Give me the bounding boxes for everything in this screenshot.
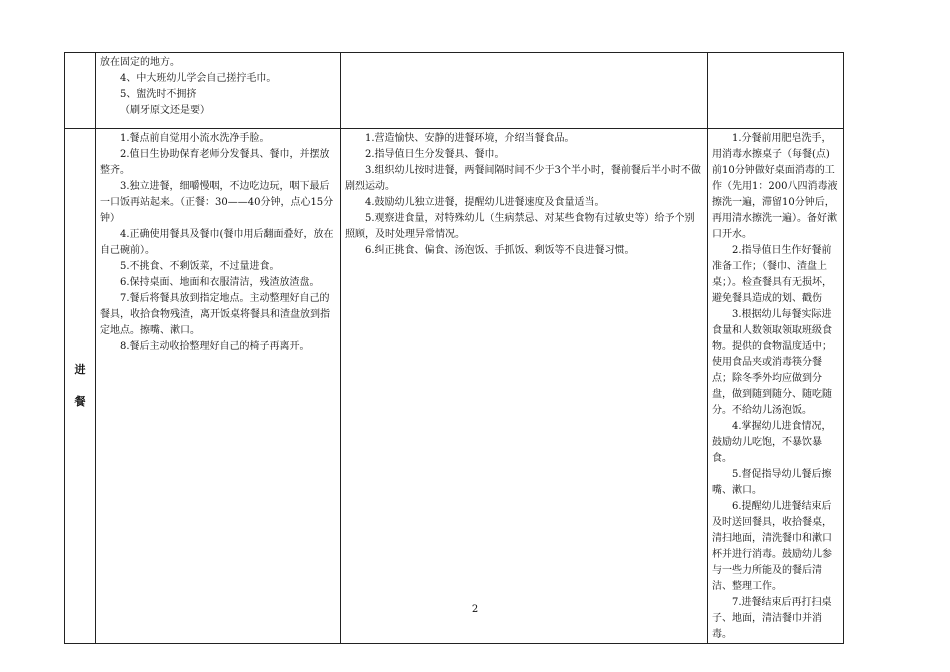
- section-label-char: 进: [74, 363, 86, 376]
- list-item: 6.提醒幼儿进餐结束后及时送回餐具，收拾餐桌，清扫地面，清洗餐巾和漱口杯并进行消毒。鼓励幼儿参与一些力所能及的餐后清洁、整理工作。: [712, 501, 832, 592]
- child-requirements-cell: [96, 53, 341, 129]
- list-item: 1.餐点前自觉用小流水洗净手脸。: [120, 133, 270, 144]
- text-line: （刷牙原文还是要）: [120, 105, 210, 116]
- teacher-cell-empty: [341, 53, 708, 129]
- list-item: 6.纠正挑食、偏食、汤泡饭、手抓饭、剩饭等不良进餐习惯。: [365, 245, 635, 256]
- list-item: 5.督促指导幼儿餐后擦嘴、漱口。: [712, 469, 832, 496]
- caregiver-duties-cell: [708, 129, 844, 644]
- table-row: [65, 129, 844, 644]
- list-item: 4.正确使用餐具及餐巾(餐巾用后翻面叠好，放在自己碗前）。: [100, 229, 334, 256]
- teacher-duties-cell: [341, 129, 708, 644]
- caregiver-cell-empty: [708, 53, 844, 129]
- list-item: 5.不挑食、不剩饭菜，不过量进食。: [120, 261, 280, 272]
- section-label-meal: [65, 129, 96, 644]
- label-cell-empty: [65, 53, 96, 129]
- list-item: 8.餐后主动收拾整理好自己的椅子再离开。: [120, 341, 310, 352]
- list-item: 2.指导值日生作好餐前准备工作；（餐巾、渣盘上桌；）。检查餐具有无损坏，避免餐具造成的划、戳伤: [712, 245, 832, 304]
- list-item: 1.营造愉快、安静的进餐环境，介绍当餐食品。: [365, 133, 575, 144]
- text-line: 4、中大班幼儿学会自己搓拧毛巾。: [120, 73, 277, 84]
- list-item: 3.组织幼儿按时进餐，两餐间隔时间不少于3个半小时，餐前餐后半小时不做剧烈运动。: [345, 165, 701, 192]
- routine-table: [64, 52, 844, 644]
- list-item: 3.根据幼儿每餐实际进食量和人数领取领取班级食物。提供的食物温度适中；使用食品夹或消毒筷分餐点；除冬季外均应做到分盘，做到随到随分、随吃随分。不给幼儿汤泡饭。: [712, 309, 832, 416]
- list-item: 5.观察进食量，对特殊幼儿（生病禁忌、对某些食物有过敏史等）给予个别照顾，及时处理异常情况。: [345, 213, 695, 240]
- page-number: 2: [471, 604, 479, 615]
- list-item: 6.保持桌面、地面和衣服清洁，残渣放渣盘。: [120, 277, 320, 288]
- list-item: 4.鼓励幼儿独立进餐，提醒幼儿进餐速度及食量适当。: [365, 197, 605, 208]
- text-line: 5、盥洗时不拥挤: [120, 89, 197, 100]
- list-item: 1.分餐前用肥皂洗手，用消毒水擦桌子（每餐(点)前10分钟做好桌面消毒的工作（先用1：200八四消毒液擦洗一遍，滞留10分钟后，再用清水擦洗一遍）。备好漱口开水。: [712, 133, 838, 240]
- list-item: 4.掌握幼儿进食情况，鼓励幼儿吃饱，不暴饮暴食。: [712, 421, 832, 464]
- table-row: [65, 53, 844, 129]
- list-item: 7.进餐结束后再打扫桌子、地面，清洁餐巾并消毒。: [712, 597, 832, 640]
- list-item: 2.值日生协助保育老师分发餐具、餐巾，并摆放整齐。: [100, 149, 330, 176]
- list-item: 2.指导值日生分发餐具、餐巾。: [365, 149, 505, 160]
- section-label-char: 餐: [74, 395, 86, 408]
- list-item: 7.餐后将餐具放到指定地点。主动整理好自己的餐具，收拾食物残渣，离开饭桌将餐具和渣盘放到指定地点。擦嘴、漱口。: [100, 293, 330, 336]
- text-line: 放在固定的地方。: [100, 57, 180, 68]
- child-requirements-cell: [96, 129, 341, 644]
- list-item: 3.独立进餐，细嚼慢咽，不边吃边玩，咽下最后一口饭再站起来。（正餐：30——40分钟，点心15分钟）: [100, 181, 334, 224]
